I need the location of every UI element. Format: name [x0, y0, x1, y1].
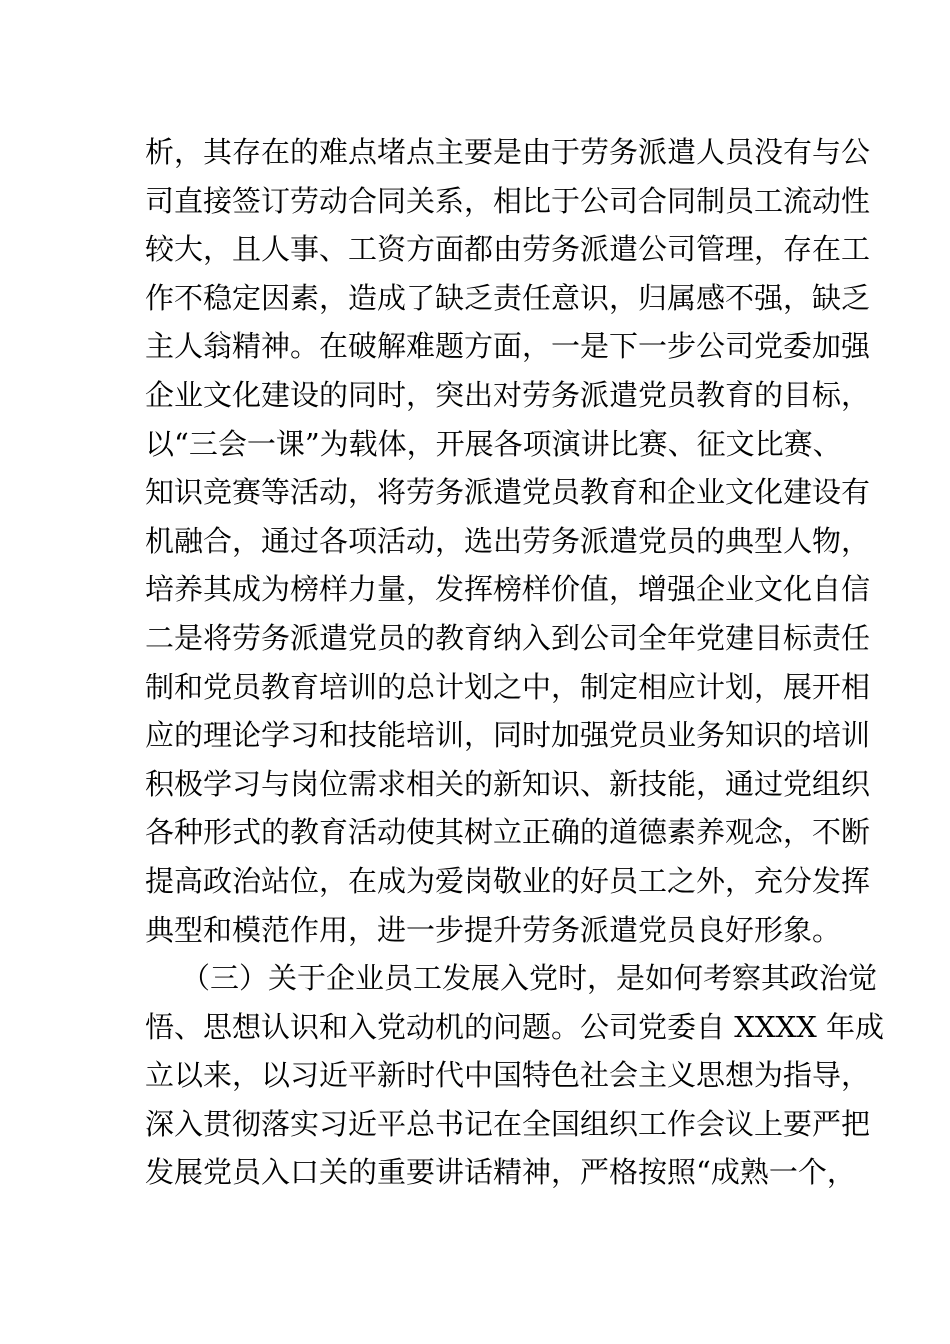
text-line: 机融合，通过各项活动，选出劳务派遣党员的典型人物，: [145, 523, 871, 558]
text-line: 典型和模范作用，进一步提升劳务派遣党员良好形象。: [145, 912, 842, 947]
text-line: 应的理论学习和技能培训，同时加强党员业务知识的培训: [145, 718, 871, 753]
text-line: 深入贯彻落实习近平总书记在全国组织工作会议上要严把: [145, 1106, 871, 1141]
text-line: 各种形式的教育活动使其树立正确的道德素养观念，不断: [145, 815, 871, 850]
section-heading-line: （三）关于企业员工发展入党时，是如何考察其政治觉: [181, 961, 878, 996]
text-line: 提高政治站位，在成为爱岗敬业的好员工之外，充分发挥: [145, 863, 871, 898]
body-text: [145, 128, 885, 1197]
text-line: 二是将劳务派遣党员的教育纳入到公司全年党建目标责任: [145, 620, 871, 655]
text-line: 较大，且人事、工资方面都由劳务派遣公司管理，存在工: [145, 232, 871, 267]
text-line: 以“三会一课”为载体，开展各项演讲比赛、征文比赛、: [145, 426, 842, 461]
text-line: 悟、思想认识和入党动机的问题。公司党委自 XXXX 年成: [145, 1009, 885, 1044]
text-line: 立以来，以习近平新时代中国特色社会主义思想为指导，: [145, 1058, 871, 1093]
text-line: 培养其成为榜样力量，发挥榜样价值，增强企业文化自信: [145, 572, 871, 607]
text-line: 制和党员教育培训的总计划之中，制定相应计划，展开相: [145, 669, 871, 704]
text-line: 发展党员入口关的重要讲话精神，严格按照“成熟一个，: [145, 1155, 856, 1190]
text-line: 积极学习与岗位需求相关的新知识、新技能，通过党组织: [145, 766, 871, 801]
text-line: 作不稳定因素，造成了缺乏责任意识，归属感不强，缺乏: [145, 280, 871, 315]
text-line: 知识竞赛等活动，将劳务派遣党员教育和企业文化建设有: [145, 475, 871, 510]
text-line: 司直接签订劳动合同关系，相比于公司合同制员工流动性: [145, 183, 871, 218]
text-line: 析，其存在的难点堵点主要是由于劳务派遣人员没有与公: [145, 135, 871, 169]
text-line: 企业文化建设的同时，突出对劳务派遣党员教育的目标，: [145, 377, 871, 412]
text-line: 主人翁精神。在破解难题方面，一是下一步公司党委加强: [145, 329, 871, 364]
